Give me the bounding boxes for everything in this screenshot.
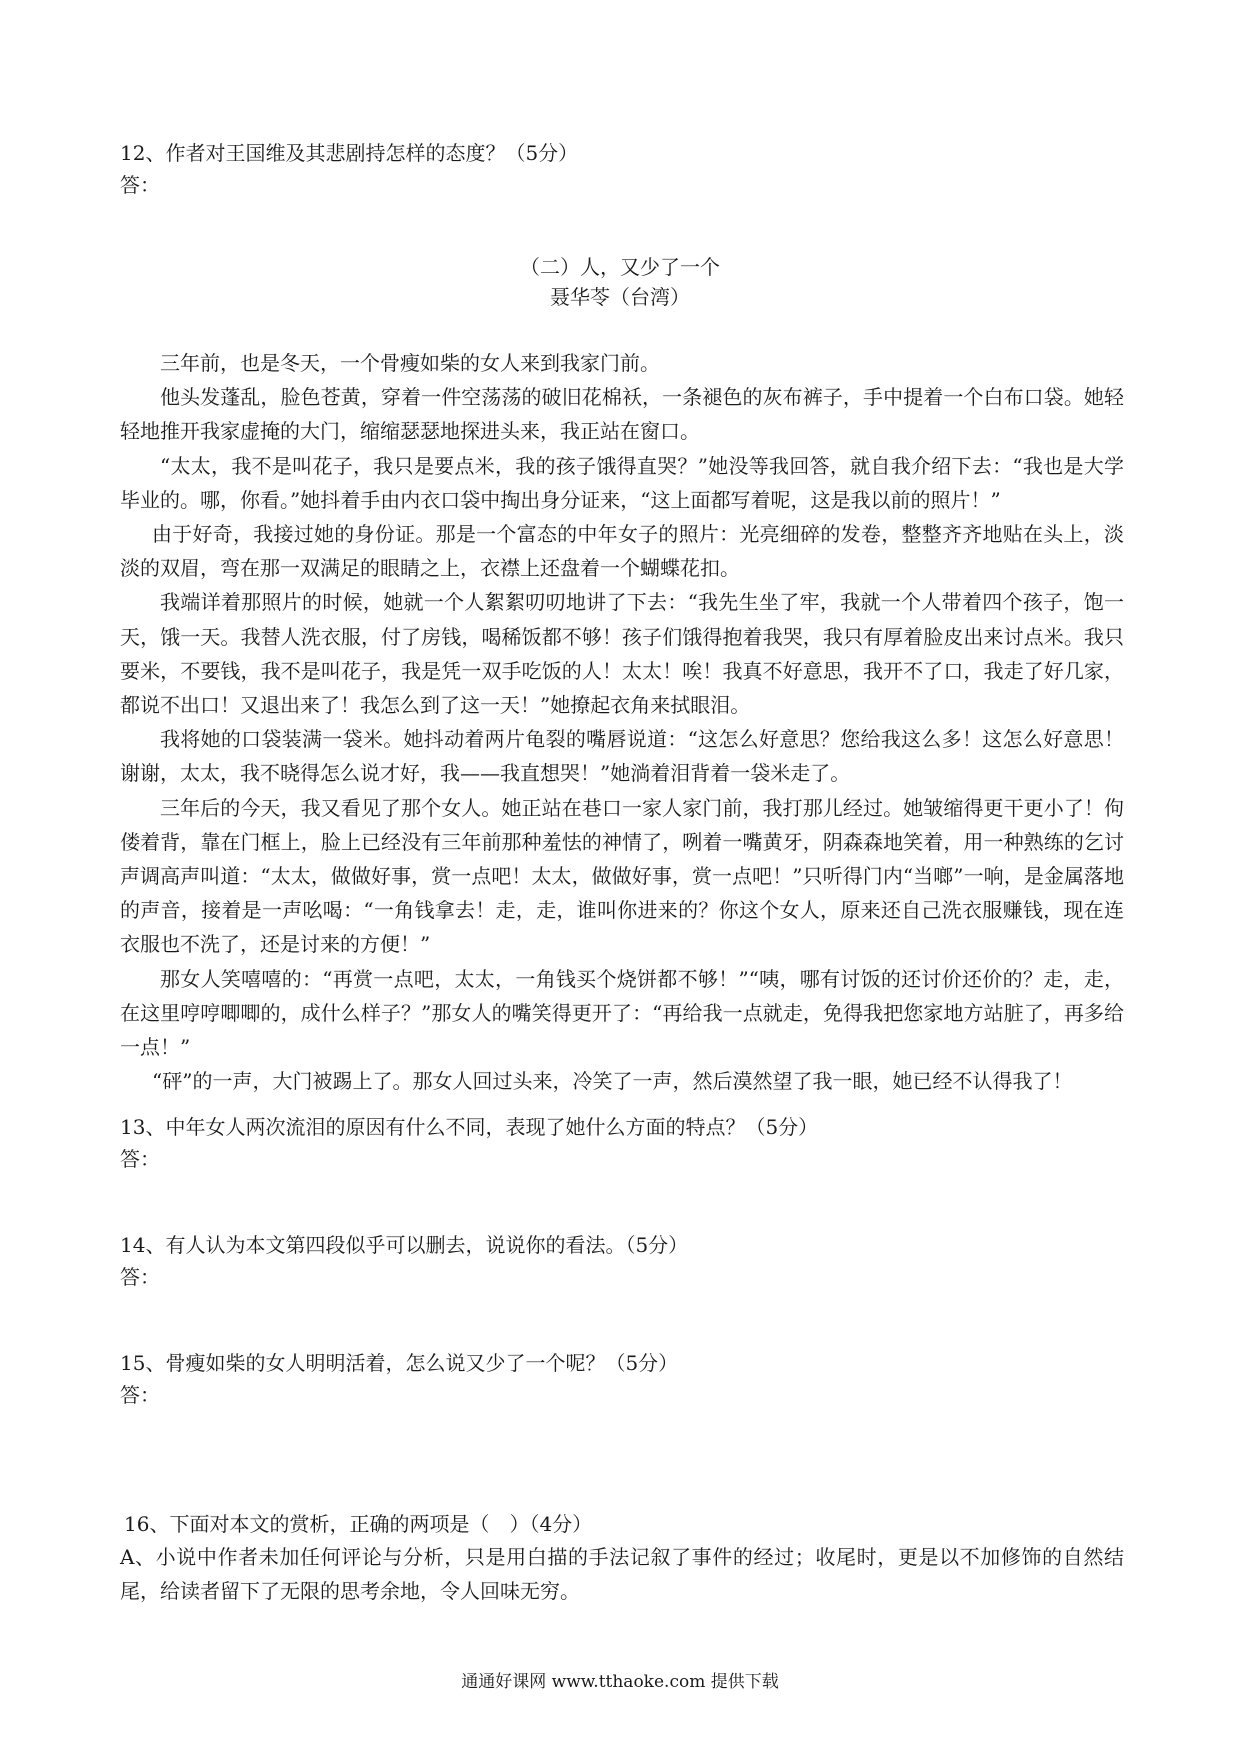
answer-label-12: 答： bbox=[120, 173, 160, 197]
answer-label-14: 答： bbox=[120, 1265, 160, 1289]
question-15: 15、骨瘦如柴的女人明明活着，怎么说又少了一个呢？（5分） bbox=[120, 1351, 679, 1375]
question-16: 16、下面对本文的赏析，正确的两项是（ ）（4分） bbox=[124, 1512, 593, 1536]
paragraph: “砰”的一声，大门被踢上了。那女人回过头来，冷笑了一声，然后漠然望了我一眼，她已经不认得我了！ bbox=[152, 1069, 1073, 1094]
paragraph: 那女人笑嘻嘻的：“再赏一点吧，太太，一角钱买个烧饼都不够！”“咦，哪有讨饭的还讨价还价的？走，走，在这里哼哼唧唧的，成什么样子？”那女人的嘴笑得更开了：“再给我一点就走，免得我把您家地方站脏了，再多给一点！” bbox=[120, 966, 1124, 1060]
answer-label-13: 答： bbox=[120, 1147, 160, 1171]
answer-label-15: 答： bbox=[120, 1383, 160, 1407]
paragraph: 我将她的口袋装满一袋米。她抖动着两片龟裂的嘴唇说道：“这怎么好意思？您给我这么多！这怎么好意思！谢谢，太太，我不晓得怎么说才好，我——我直想哭！”她淌着泪背着一袋米走了。 bbox=[120, 727, 1124, 786]
passage-title: （二）人，又少了一个 bbox=[520, 255, 720, 279]
question-12: 12、作者对王国维及其悲剧持怎样的态度？（5分） bbox=[120, 141, 579, 165]
paragraph: 由于好奇，我接过她的身份证。那是一个富态的中年女子的照片：光亮细碎的发卷，整整齐齐地贴在头上，淡淡的双眉，弯在那一双满足的眼睛之上，衣襟上还盘着一个蝴蝶花扣。 bbox=[120, 522, 1124, 581]
paragraph: 他头发蓬乱，脸色苍黄，穿着一件空荡荡的破旧花棉袄，一条褪色的灰布裤子，手中提着一个白布口袋。她轻轻地推开我家虚掩的大门，缩缩瑟瑟地探进头来，我正站在窗口。 bbox=[120, 385, 1124, 444]
paragraph: 三年后的今天，我又看见了那个女人。她正站在巷口一家人家门前，我打那儿经过。她皱缩得更干更小了！佝偻着背，靠在门框上，脸上已经没有三年前那种羞怯的神情了，咧着一嘴黄牙，阴森森地笑着，用一种熟练的乞讨声调高声叫道：“太太，做做好事，赏一点吧！太太，做做好事，赏一点吧！”只听得门内“当啷”一响，是金属落地的声音，接着是一声吆喝：“一角钱拿去！走，走，谁叫你进来的？你这个女人，原来还自己洗衣服赚钱，现在连衣服也不洗了，还是讨来的方便！” bbox=[120, 795, 1124, 957]
passage-author: 聂华苓（台湾） bbox=[550, 285, 690, 309]
option-a: A、小说中作者未加任何评论与分析，只是用白描的手法记叙了事件的经过；收尾时，更是以不加修饰的自然结尾，给读者留下了无限的思考余地，令人回味无穷。 bbox=[120, 1545, 1124, 1603]
paragraph: 我端详着那照片的时候，她就一个人絮絮叨叨地讲了下去：“我先生坐了牢，我就一个人带着四个孩子，饱一天，饿一天。我替人洗衣服，付了房钱，喝稀饭都不够！孩子们饿得抱着我哭，我只有厚着脸皮出来讨点米。我只要米，不要钱，我不是叫花子，我是凭一双手吃饭的人！太太！唉！我真不好意思，我开不了口，我走了好几家，都说不出口！又退出来了！我怎么到了这一天！”她撩起衣角来拭眼泪。 bbox=[120, 590, 1124, 718]
footer-source: 通通好课网 www.tthaoke.com 提供下载 bbox=[461, 1672, 779, 1692]
paragraph: “太太，我不是叫花子，我只是要点米，我的孩子饿得直哭？”她没等我回答，就自我介绍下去：“我也是大学毕业的。哪，你看。”她抖着手由内衣口袋中掏出身分证来，“这上面都写着呢，这是我以前的照片！” bbox=[120, 453, 1124, 512]
question-14: 14、有人认为本文第四段似乎可以删去，说说你的看法。（5分） bbox=[120, 1233, 689, 1257]
question-13: 13、中年女人两次流泪的原因有什么不同，表现了她什么方面的特点？（5分） bbox=[120, 1115, 819, 1139]
paragraph: 三年前，也是冬天，一个骨瘦如柴的女人来到我家门前。 bbox=[160, 351, 660, 375]
passage-body bbox=[120, 346, 1124, 1098]
